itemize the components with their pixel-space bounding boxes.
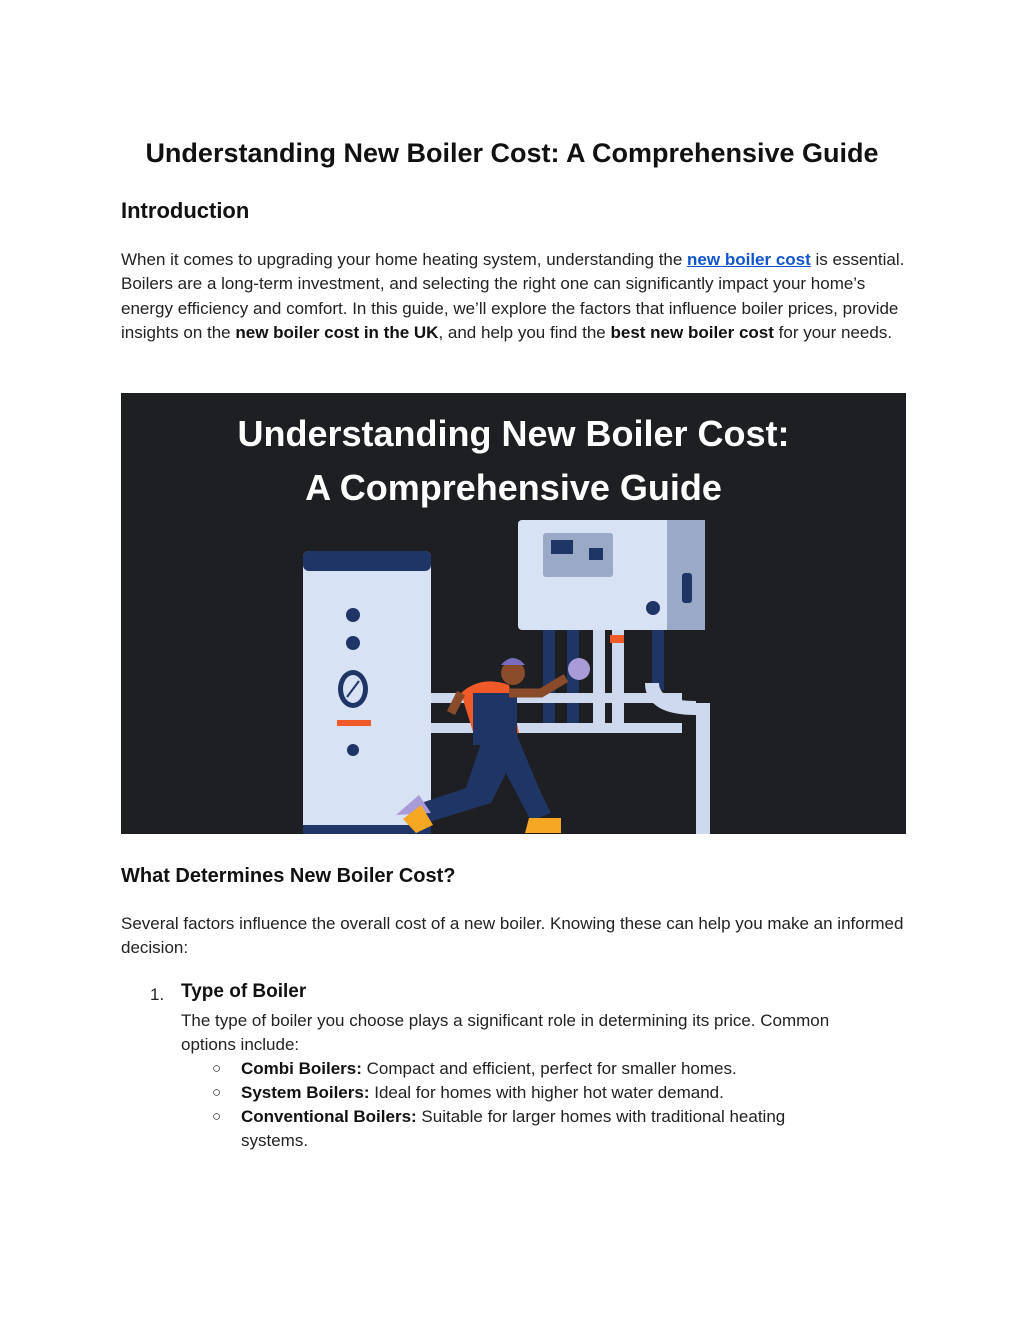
list-item-description: The type of boiler you choose plays a significant role in determining its price. Common options include: [181, 1011, 830, 1054]
sub-item-label: Conventional Boilers: [241, 1107, 417, 1126]
plumber-shoe [525, 818, 561, 833]
new-boiler-cost-link[interactable]: new boiler cost [687, 250, 811, 269]
intro-text-4: for your needs. [773, 323, 893, 343]
cylinder-knob [346, 636, 360, 650]
hero-image [121, 393, 906, 834]
sub-item-text: Suitable for larger homes with traditional heating systems. [241, 1107, 786, 1150]
valve [610, 635, 624, 643]
display-screen [551, 540, 573, 554]
circle-bullet-icon: ○ [212, 1084, 222, 1101]
intro-heading: Introduction [121, 198, 250, 223]
pipe [567, 630, 579, 730]
list-item-title: Type of Boiler [181, 981, 307, 1002]
intro-paragraph [121, 248, 906, 346]
boiler-dial [646, 601, 660, 615]
circle-bullet-icon: ○ [212, 1060, 222, 1077]
section-intro: Several factors influence the overall cost of a new boiler. Knowing these can help you make an informed decision: [121, 914, 904, 958]
intro-text-3: , and help you find the [438, 323, 611, 343]
sub-item-text: Compact and efficient, perfect for smaller homes. [361, 1059, 737, 1078]
pipe [543, 630, 555, 730]
cylinder-light [347, 744, 359, 756]
pipe [427, 723, 682, 733]
intro-bold-1: new boiler cost in the UK [235, 323, 439, 343]
boiler-illustration [121, 393, 906, 834]
plumber-cap [501, 658, 525, 665]
hero-title-line-1: Understanding New Boiler Cost: [237, 413, 790, 454]
intro-text-2: is essential. Boilers are a long-term investment, and selecting the right one can significantly impact your home’s energy efficiency and comfort. In this guide, we’ll explore the factors that influence boiler prices, provide insights on the [121, 250, 905, 343]
section-heading: What Determines New Boiler Cost? [121, 865, 456, 887]
list-number: 1. [150, 985, 165, 1004]
control-button [589, 548, 603, 560]
side-handle [682, 573, 692, 603]
page-title: Understanding New Boiler Cost: A Comprehensive Guide [145, 138, 879, 168]
cylinder-knob [346, 608, 360, 622]
plumber-overalls [473, 693, 517, 745]
temperature-scale [337, 720, 371, 726]
circle-bullet-icon: ○ [212, 1108, 222, 1125]
hero-title-line-2: A Comprehensive Guide [305, 467, 722, 508]
plumber-glove [568, 658, 590, 680]
pipe [652, 630, 664, 690]
intro-bold-2: best new boiler cost [610, 323, 774, 343]
pipe [612, 630, 624, 730]
sub-item-label: Combi Boilers: [241, 1059, 362, 1078]
sub-item-text: Ideal for homes with higher hot water demand. [369, 1083, 724, 1102]
intro-text-1: When it comes to upgrading your home heating system, understanding the [121, 250, 688, 269]
cylinder-top [303, 551, 431, 571]
plumber-legs [421, 733, 551, 823]
pipe [593, 630, 605, 730]
pipe [696, 703, 710, 834]
sub-item-label: System Boilers: [241, 1083, 370, 1102]
